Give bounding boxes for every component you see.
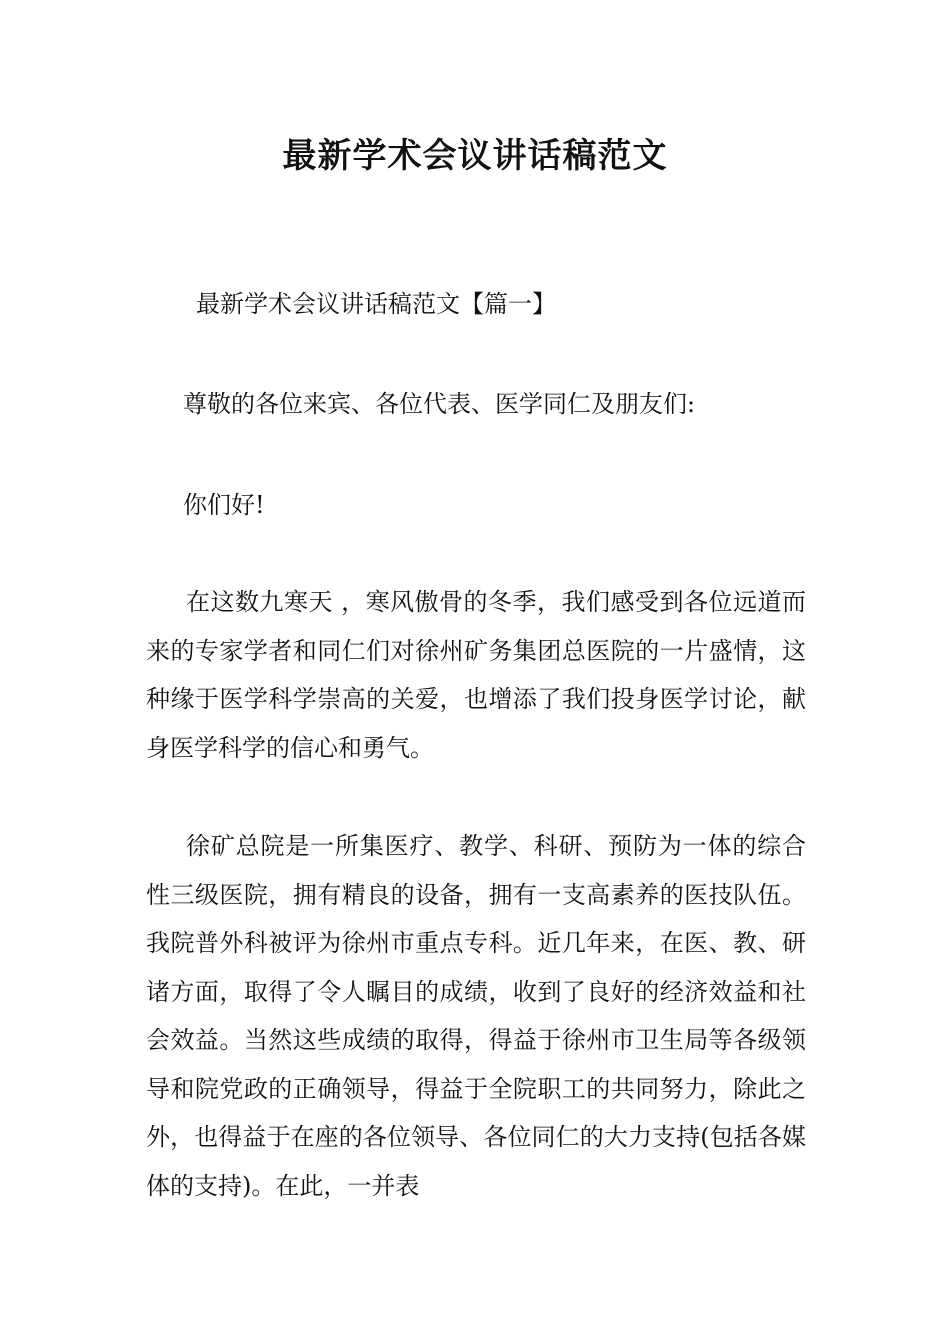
- section-heading: 最新学术会议讲话稿范文【篇一】: [196, 290, 556, 318]
- salutation-line: 尊敬的各位来宾、各位代表、医学同仁及朋友们:: [183, 390, 696, 418]
- greeting-line: 你们好!: [183, 491, 265, 519]
- body-paragraph-2: 徐矿总院是一所集医疗、教学、科研、预防为一体的综合性三级医院，拥有精良的设备，拥有一支高素养的医技队伍。我院普外科被评为徐州市重点专科。近几年来，在医、教、研诸方面，取得了令人瞩目的成绩，收到了良好的经济效益和社会效益。当然这些成绩的取得，得益于徐州市卫生局等各级领导和院党政的正确领导，得益于全院职工的共同努力，除此之外，也得益于在座的各位领导、各位同仁的大力支持(包括各媒体的支持)。在此，一并表: [146, 832, 806, 1200]
- document-title: 最新学术会议讲话稿范文: [282, 136, 668, 176]
- body-paragraph-1: 在这数九寒天 ，寒风傲骨的冬季，我们感受到各位远道而来的专家学者和同仁们对徐州矿务集团总医院的一片盛情，这种缘于医学科学崇高的关爱，也增添了我们投身医学讨论，献身医学科学的信心和勇气。: [146, 588, 806, 762]
